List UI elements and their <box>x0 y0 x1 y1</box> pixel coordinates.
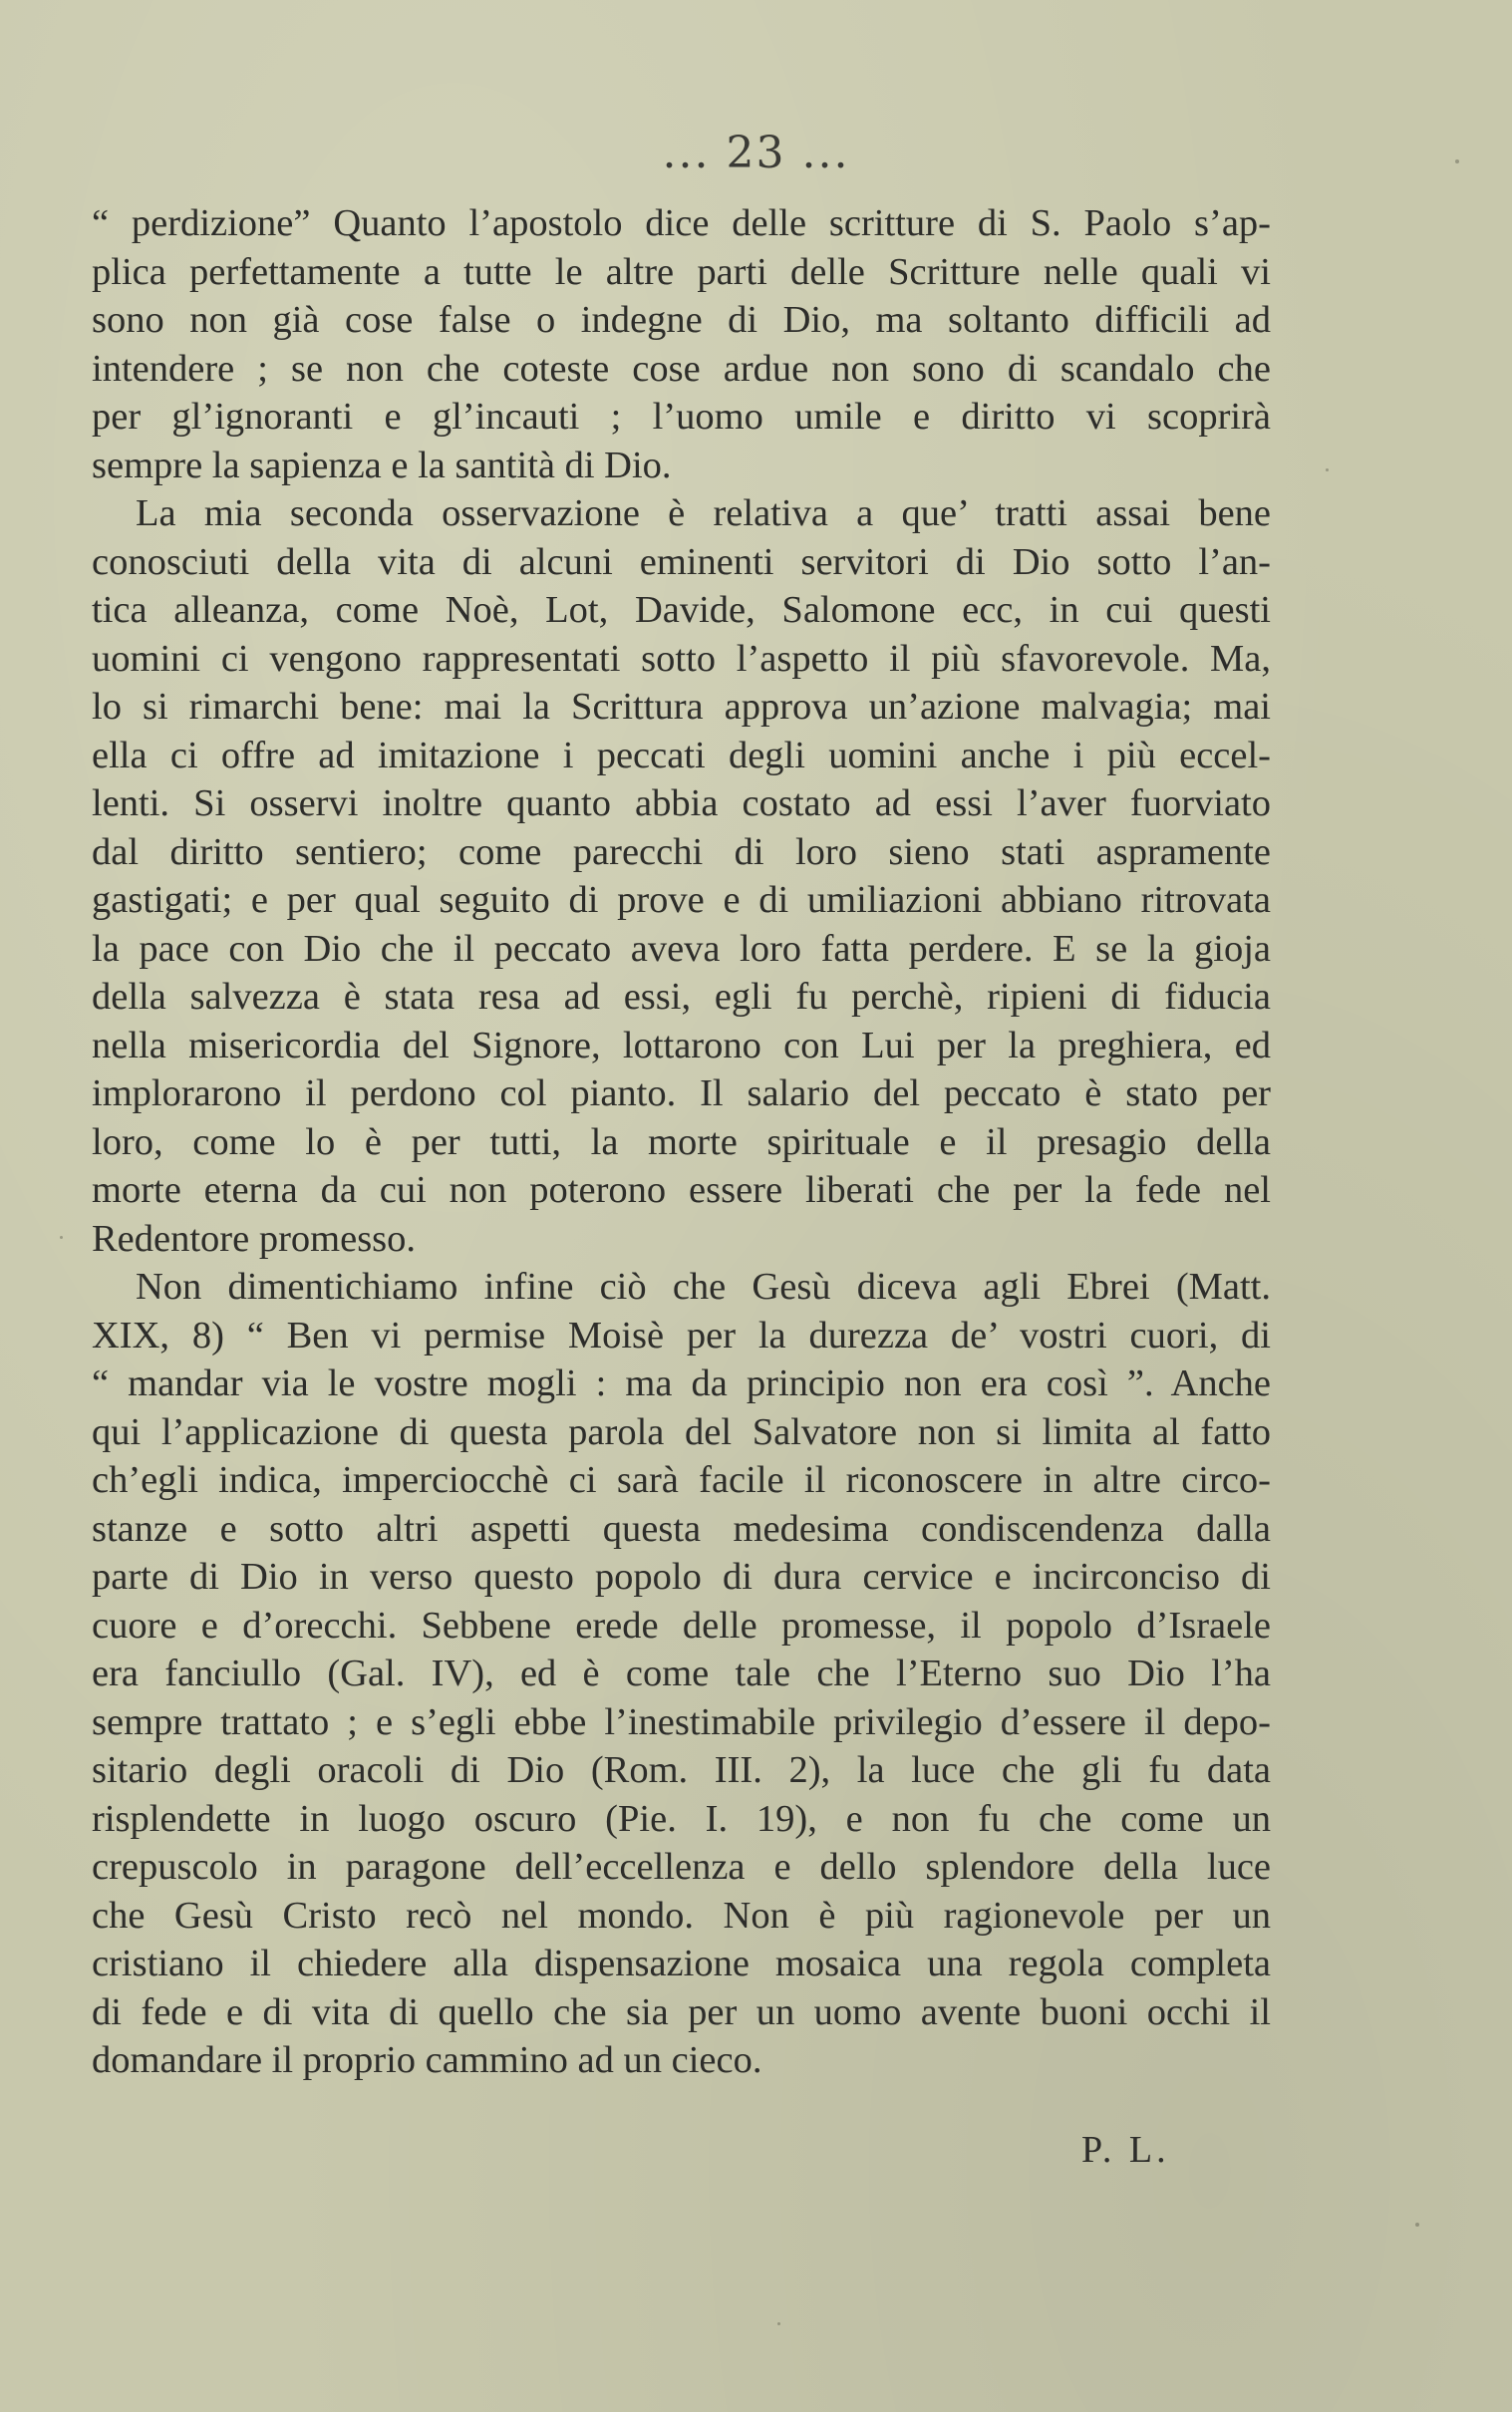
text-line: la pace con Dio che il peccato aveva loro fatta perdere. E se la gioja <box>92 927 1271 970</box>
text-line: tica alleanza, come Noè, Lot, Davide, Salomone ecc, in cui questi <box>92 589 1271 631</box>
text-line: lenti. Si osservi inoltre quanto abbia costato ad essi l’aver fuorviato <box>92 782 1271 824</box>
paper-speck <box>777 2322 780 2325</box>
paragraph-3 <box>92 1263 1271 2085</box>
text-line: La mia seconda osservazione è relativa a que’ tratti assai bene <box>136 492 1271 534</box>
text-line: della salvezza è stata resa ad essi, egli fu perchè, ripieni di fiducia <box>92 976 1271 1018</box>
paper-speck <box>1326 468 1329 471</box>
text-line: risplendette in luogo oscuro (Pie. I. 19), e non fu che come un <box>92 1797 1271 1840</box>
text-line: lo si rimarchi bene: mai la Scrittura approva un’azione malvagia; mai <box>92 686 1271 728</box>
text-line: Redentore promesso. <box>92 1217 417 1260</box>
text-line: sempre trattato ; e s’egli ebbe l’inestimabile privilegio d’essere il depo- <box>92 1700 1271 1743</box>
text-line: nella misericordia del Signore, lottarono con Lui per la preghiera, ed <box>92 1024 1271 1066</box>
text-line: ella ci offre ad imitazione i peccati degli uomini anche i più eccel- <box>92 734 1271 776</box>
text-line: plica perfettamente a tutte le altre parti delle Scritture nelle quali vi <box>92 250 1271 293</box>
paper-speck <box>60 1236 63 1239</box>
text-line: gastigati; e per qual seguito di prove e di umiliazioni abbiano ritrovata <box>92 879 1271 921</box>
text-line: cristiano il chiedere alla dispensazione mosaica una regola completa <box>92 1943 1271 1984</box>
paragraph-1 <box>92 199 1271 489</box>
text-line: uomini ci vengono rappresentati sotto l’aspetto il più sfavorevole. Ma, <box>92 637 1271 680</box>
text-line: conosciuti della vita di alcuni eminenti servitori di Dio sotto l’an- <box>92 540 1271 583</box>
text-line: “ perdizione” Quanto l’apostolo dice delle scritture di S. Paolo s’ap- <box>92 202 1271 244</box>
text-line: sempre la sapienza e la santità di Dio. <box>92 444 672 486</box>
paragraph-2 <box>92 489 1271 1263</box>
text-line: che Gesù Cristo recò nel mondo. Non è più ragionevole per un <box>92 1894 1271 1937</box>
text-line: Non dimentichiamo infine ciò che Gesù diceva agli Ebrei (Matt. <box>136 1266 1271 1308</box>
text-line: XIX, 8) “ Ben vi permise Moisè per la durezza de’ vostri cuori, di <box>92 1314 1271 1357</box>
text-line: implorarono il perdono col pianto. Il salario del peccato è stato per <box>92 1072 1271 1114</box>
text-body <box>92 199 1271 2085</box>
text-line: morte eterna da cui non poterono essere liberati che per la fede nel <box>92 1169 1271 1211</box>
paper-speck <box>1415 2223 1419 2227</box>
paper-speck <box>1455 159 1459 163</box>
text-line: loro, come lo è per tutti, la morte spirituale e il presagio della <box>92 1120 1271 1163</box>
text-line: sono non già cose false o indegne di Dio, ma soltanto difficili ad <box>92 299 1271 341</box>
page-number: ... 23 ... <box>662 128 850 178</box>
text-line: era fanciullo (Gal. IV), ed è come tale che l’Eterno suo Dio l’ha <box>92 1653 1271 1694</box>
text-line: di fede e di vita di quello che sia per un uomo avente buoni occhi il <box>92 1990 1271 2033</box>
text-line: cuore e d’orecchi. Sebbene erede delle promesse, il popolo d’Israele <box>92 1604 1271 1647</box>
text-line: intendere ; se non che coteste cose ardue non sono di scandalo che <box>92 347 1271 390</box>
author-signature: P. L. <box>1081 2129 1170 2171</box>
text-line: ch’egli indica, imperciocchè ci sarà facile il riconoscere in altre circo- <box>92 1459 1271 1501</box>
text-line: domandare il proprio cammino ad un cieco. <box>92 2039 762 2081</box>
text-line: qui l’applicazione di questa parola del Salvatore non si limita al fatto <box>92 1410 1271 1453</box>
text-line: “ mandar via le vostre mogli : ma da principio non era così ”. Anche <box>92 1362 1271 1404</box>
text-line: crepuscolo in paragone dell’eccellenza e dello splendore della luce <box>92 1846 1271 1888</box>
text-line: dal diritto sentiero; come parecchi di loro sieno stati aspramente <box>92 830 1271 873</box>
text-line: per gl’ignoranti e gl’incauti ; l’uomo umile e diritto vi scoprirà <box>92 396 1271 438</box>
text-line: stanze e sotto altri aspetti questa medesima condiscendenza dalla <box>92 1507 1271 1550</box>
text-line: sitario degli oracoli di Dio (Rom. III. 2), la luce che gli fu data <box>92 1749 1271 1791</box>
text-line: parte di Dio in verso questo popolo di dura cervice e incirconciso di <box>92 1556 1271 1598</box>
